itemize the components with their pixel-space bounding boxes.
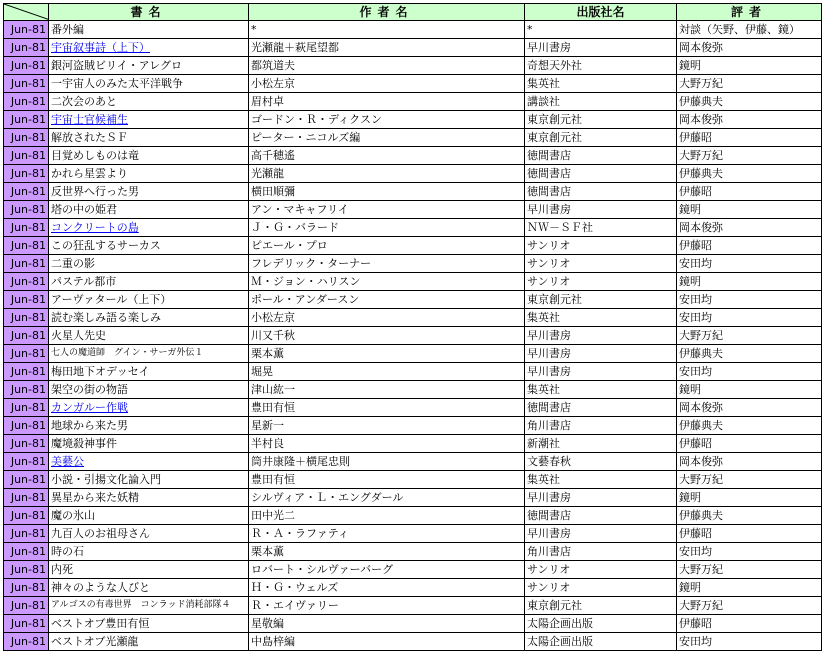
table-row <box>4 273 822 291</box>
title-cell: 異星から来た妖精 <box>49 489 249 507</box>
date-cell: Jun-81 <box>4 219 49 237</box>
publisher-cell: 集英社 <box>525 75 677 93</box>
publisher-cell: 早川書房 <box>525 525 677 543</box>
title-cell: 魔の氷山 <box>49 507 249 525</box>
title-cell[interactable] <box>49 453 249 471</box>
title-cell: 一宇宙人のみた太平洋戦争 <box>49 75 249 93</box>
reviewer-cell: 岡本俊弥 <box>677 219 822 237</box>
date-cell: Jun-81 <box>4 345 49 363</box>
title-cell: パステル都市 <box>49 273 249 291</box>
reviewer-cell: 岡本俊弥 <box>677 399 822 417</box>
title-cell[interactable] <box>49 111 249 129</box>
publisher-cell: 集英社 <box>525 381 677 399</box>
author-cell: 横田順彌 <box>249 183 525 201</box>
table-row <box>4 147 822 165</box>
publisher-cell: 文藝春秋 <box>525 453 677 471</box>
table-row <box>4 561 822 579</box>
diagonal-line-icon <box>4 4 49 21</box>
date-cell: Jun-81 <box>4 255 49 273</box>
publisher-cell: 太陽企画出版 <box>525 633 677 651</box>
author-cell: 星新一 <box>249 417 525 435</box>
reviewer-cell: 安田均 <box>677 363 822 381</box>
publisher-cell: サンリオ <box>525 237 677 255</box>
table-row <box>4 633 822 651</box>
reviewer-cell: 大野万紀 <box>677 561 822 579</box>
table-row <box>4 453 822 471</box>
header-title: 書名 <box>49 4 249 21</box>
table-row <box>4 165 822 183</box>
author-cell: Ｊ・Ｇ・バラード <box>249 219 525 237</box>
table-row <box>4 237 822 255</box>
title-cell[interactable] <box>49 399 249 417</box>
reviewer-cell: 大野万紀 <box>677 327 822 345</box>
reviewer-cell: 安田均 <box>677 291 822 309</box>
table-row <box>4 111 822 129</box>
date-cell: Jun-81 <box>4 381 49 399</box>
author-cell: 眉村卓 <box>249 93 525 111</box>
author-cell: 田中光二 <box>249 507 525 525</box>
publisher-cell: 角川書店 <box>525 543 677 561</box>
author-cell: アン・マキャフリイ <box>249 201 525 219</box>
date-cell: Jun-81 <box>4 399 49 417</box>
title-cell: アルゴスの有毒世界 コンラッド消耗部隊４ <box>49 597 249 615</box>
publisher-cell: 角川書店 <box>525 417 677 435</box>
reviewer-cell: 鏡明 <box>677 381 822 399</box>
book-review-table <box>3 3 822 651</box>
author-cell: 栗本薫 <box>249 345 525 363</box>
date-cell: Jun-81 <box>4 561 49 579</box>
table-row <box>4 507 822 525</box>
table-row <box>4 93 822 111</box>
table-row <box>4 21 822 39</box>
publisher-cell: 早川書房 <box>525 39 677 57</box>
reviewer-cell: 伊藤昭 <box>677 183 822 201</box>
title-cell: アーヴァタール（上下） <box>49 291 249 309</box>
reviewer-cell: 鏡明 <box>677 579 822 597</box>
date-cell: Jun-81 <box>4 363 49 381</box>
publisher-cell: 徳間書店 <box>525 147 677 165</box>
reviewer-cell: 伊藤典夫 <box>677 93 822 111</box>
date-cell: Jun-81 <box>4 453 49 471</box>
date-cell: Jun-81 <box>4 615 49 633</box>
author-cell: 中島梓編 <box>249 633 525 651</box>
author-cell: 堀晃 <box>249 363 525 381</box>
title-link[interactable]: 宇宙士官候補生 <box>51 113 128 126</box>
author-cell: 都筑道夫 <box>249 57 525 75</box>
table-row <box>4 39 822 57</box>
reviewer-cell: 大野万紀 <box>677 597 822 615</box>
date-cell: Jun-81 <box>4 507 49 525</box>
date-cell: Jun-81 <box>4 183 49 201</box>
publisher-cell: 徳間書店 <box>525 183 677 201</box>
title-cell: ベストオブ豊田有恒 <box>49 615 249 633</box>
table-row <box>4 543 822 561</box>
date-cell: Jun-81 <box>4 165 49 183</box>
table-row <box>4 597 822 615</box>
title-cell: 反世界へ行った男 <box>49 183 249 201</box>
author-cell: ロバート・シルヴァーバーグ <box>249 561 525 579</box>
publisher-cell: 早川書房 <box>525 489 677 507</box>
author-cell: 豊田有恒 <box>249 471 525 489</box>
author-cell: * <box>249 21 525 39</box>
publisher-cell: 講談社 <box>525 93 677 111</box>
table-row <box>4 201 822 219</box>
date-cell: Jun-81 <box>4 309 49 327</box>
reviewer-cell: 鏡明 <box>677 489 822 507</box>
publisher-cell: 太陽企画出版 <box>525 615 677 633</box>
reviewer-cell: 伊藤昭 <box>677 435 822 453</box>
table-row <box>4 471 822 489</box>
date-cell: Jun-81 <box>4 75 49 93</box>
date-cell: Jun-81 <box>4 237 49 255</box>
reviewer-cell: 安田均 <box>677 255 822 273</box>
publisher-cell: サンリオ <box>525 561 677 579</box>
title-link[interactable]: 美藝公 <box>51 455 84 468</box>
title-cell: 解放されたＳＦ <box>49 129 249 147</box>
title-cell: 小説・引揚文化論入門 <box>49 471 249 489</box>
title-cell: 架空の街の物語 <box>49 381 249 399</box>
table-row <box>4 399 822 417</box>
author-cell: シルヴィア・Ｌ・エングダール <box>249 489 525 507</box>
date-cell: Jun-81 <box>4 93 49 111</box>
title-cell: 地球から来た男 <box>49 417 249 435</box>
table-row <box>4 309 822 327</box>
table-row <box>4 525 822 543</box>
reviewer-cell: 伊藤昭 <box>677 615 822 633</box>
author-cell: 半村良 <box>249 435 525 453</box>
author-cell: ピエール・プロ <box>249 237 525 255</box>
title-cell[interactable] <box>49 39 249 57</box>
date-cell: Jun-81 <box>4 633 49 651</box>
publisher-cell: 新潮社 <box>525 435 677 453</box>
author-cell: Ｒ・エイヴァリー <box>249 597 525 615</box>
title-cell: 二次会のあと <box>49 93 249 111</box>
table-row <box>4 489 822 507</box>
date-cell: Jun-81 <box>4 543 49 561</box>
publisher-cell: 早川書房 <box>525 327 677 345</box>
reviewer-cell: 大野万紀 <box>677 75 822 93</box>
table-row <box>4 183 822 201</box>
author-cell: ピーター・ニコルズ編 <box>249 129 525 147</box>
author-cell: 津山紘一 <box>249 381 525 399</box>
title-cell: 火星人先史 <box>49 327 249 345</box>
table-row <box>4 435 822 453</box>
publisher-cell: 徳間書店 <box>525 399 677 417</box>
publisher-cell: 集英社 <box>525 309 677 327</box>
header-row <box>4 4 822 21</box>
title-cell: この狂乱するサーカス <box>49 237 249 255</box>
table-row <box>4 219 822 237</box>
reviewer-cell: 大野万紀 <box>677 471 822 489</box>
title-cell: 神々のような人びと <box>49 579 249 597</box>
publisher-cell: ＮＷ－ＳＦ社 <box>525 219 677 237</box>
date-cell: Jun-81 <box>4 489 49 507</box>
author-cell: Ｒ・Ａ・ラファティ <box>249 525 525 543</box>
reviewer-cell: 岡本俊弥 <box>677 39 822 57</box>
reviewer-cell: 安田均 <box>677 543 822 561</box>
date-cell: Jun-81 <box>4 291 49 309</box>
title-cell: 梅田地下オデッセイ <box>49 363 249 381</box>
title-cell: 七人の魔道師 グイン・サーガ外伝１ <box>49 345 249 363</box>
reviewer-cell: 伊藤典夫 <box>677 507 822 525</box>
title-cell: かれら星雲より <box>49 165 249 183</box>
table-row <box>4 381 822 399</box>
reviewer-cell: 鏡明 <box>677 57 822 75</box>
reviewer-cell: 安田均 <box>677 633 822 651</box>
date-cell: Jun-81 <box>4 579 49 597</box>
publisher-cell: 東京創元社 <box>525 597 677 615</box>
date-cell: Jun-81 <box>4 273 49 291</box>
title-cell: 番外編 <box>49 21 249 39</box>
publisher-cell: 集英社 <box>525 471 677 489</box>
date-cell: Jun-81 <box>4 471 49 489</box>
publisher-cell: * <box>525 21 677 39</box>
author-cell: 豊田有恒 <box>249 399 525 417</box>
date-cell: Jun-81 <box>4 327 49 345</box>
reviewer-cell: 伊藤典夫 <box>677 345 822 363</box>
reviewer-cell: 安田均 <box>677 309 822 327</box>
title-link[interactable]: コンクリートの島 <box>51 221 139 234</box>
author-cell: Ｍ・ジョン・ハリスン <box>249 273 525 291</box>
publisher-cell: 東京創元社 <box>525 111 677 129</box>
date-cell: Jun-81 <box>4 201 49 219</box>
publisher-cell: 早川書房 <box>525 363 677 381</box>
author-cell: フレデリック・ターナー <box>249 255 525 273</box>
publisher-cell: 早川書房 <box>525 345 677 363</box>
publisher-cell: 奇想天外社 <box>525 57 677 75</box>
publisher-cell: 早川書房 <box>525 201 677 219</box>
spreadsheet <box>3 3 822 651</box>
title-cell: 銀河盗賊ビリイ・アレグロ <box>49 57 249 75</box>
date-cell: Jun-81 <box>4 21 49 39</box>
header-reviewer: 評者 <box>677 4 822 21</box>
title-cell[interactable] <box>49 219 249 237</box>
title-cell: 内死 <box>49 561 249 579</box>
author-cell: 星敬編 <box>249 615 525 633</box>
author-cell: 光瀬龍＋萩尾望都 <box>249 39 525 57</box>
title-cell: 魔境殺神事件 <box>49 435 249 453</box>
header-author: 作者名 <box>249 4 525 21</box>
title-cell: 目覚めしものは竜 <box>49 147 249 165</box>
date-cell: Jun-81 <box>4 525 49 543</box>
title-link[interactable]: カンガルー作戦 <box>51 401 128 414</box>
author-cell: 光瀬龍 <box>249 165 525 183</box>
title-link[interactable]: 宇宙叙事詩（上下） <box>51 41 150 54</box>
publisher-cell: 東京創元社 <box>525 291 677 309</box>
date-cell: Jun-81 <box>4 417 49 435</box>
table-row <box>4 75 822 93</box>
publisher-cell: 東京創元社 <box>525 129 677 147</box>
publisher-cell: 徳間書店 <box>525 165 677 183</box>
reviewer-cell: 岡本俊弥 <box>677 111 822 129</box>
date-cell: Jun-81 <box>4 435 49 453</box>
author-cell: 小松左京 <box>249 75 525 93</box>
date-cell: Jun-81 <box>4 129 49 147</box>
reviewer-cell: 岡本俊弥 <box>677 453 822 471</box>
reviewer-cell: 伊藤典夫 <box>677 417 822 435</box>
table-row <box>4 327 822 345</box>
publisher-cell: サンリオ <box>525 579 677 597</box>
reviewer-cell: 伊藤典夫 <box>677 165 822 183</box>
reviewer-cell: 大野万紀 <box>677 147 822 165</box>
date-cell: Jun-81 <box>4 597 49 615</box>
reviewer-cell: 対談（矢野、伊藤、鏡） <box>677 21 822 39</box>
table-row <box>4 579 822 597</box>
reviewer-cell: 鏡明 <box>677 201 822 219</box>
table-row <box>4 615 822 633</box>
reviewer-cell: 伊藤昭 <box>677 237 822 255</box>
table-row <box>4 129 822 147</box>
author-cell: 小松左京 <box>249 309 525 327</box>
table-body <box>4 21 822 651</box>
author-cell: ポール・アンダースン <box>249 291 525 309</box>
corner-cell <box>4 4 49 21</box>
author-cell: 筒井康隆＋横尾忠則 <box>249 453 525 471</box>
title-cell: 二重の影 <box>49 255 249 273</box>
author-cell: Ｈ・Ｇ・ウェルズ <box>249 579 525 597</box>
table-row <box>4 363 822 381</box>
author-cell: ゴードン・Ｒ・ディクスン <box>249 111 525 129</box>
publisher-cell: サンリオ <box>525 255 677 273</box>
author-cell: 栗本薫 <box>249 543 525 561</box>
author-cell: 川又千秋 <box>249 327 525 345</box>
title-cell: 九百人のお祖母さん <box>49 525 249 543</box>
reviewer-cell: 鏡明 <box>677 273 822 291</box>
table-row <box>4 255 822 273</box>
title-cell: 読む楽しみ語る楽しみ <box>49 309 249 327</box>
reviewer-cell: 伊藤昭 <box>677 525 822 543</box>
date-cell: Jun-81 <box>4 57 49 75</box>
title-cell: ベストオブ光瀬龍 <box>49 633 249 651</box>
publisher-cell: 徳間書店 <box>525 507 677 525</box>
title-cell: 塔の中の姫君 <box>49 201 249 219</box>
reviewer-cell: 伊藤昭 <box>677 129 822 147</box>
date-cell: Jun-81 <box>4 39 49 57</box>
publisher-cell: サンリオ <box>525 273 677 291</box>
table-row <box>4 417 822 435</box>
date-cell: Jun-81 <box>4 111 49 129</box>
author-cell: 高千穂遙 <box>249 147 525 165</box>
title-cell: 時の石 <box>49 543 249 561</box>
table-row <box>4 345 822 363</box>
date-cell: Jun-81 <box>4 147 49 165</box>
table-row <box>4 57 822 75</box>
table-row <box>4 291 822 309</box>
header-publisher: 出版社名 <box>525 4 677 21</box>
